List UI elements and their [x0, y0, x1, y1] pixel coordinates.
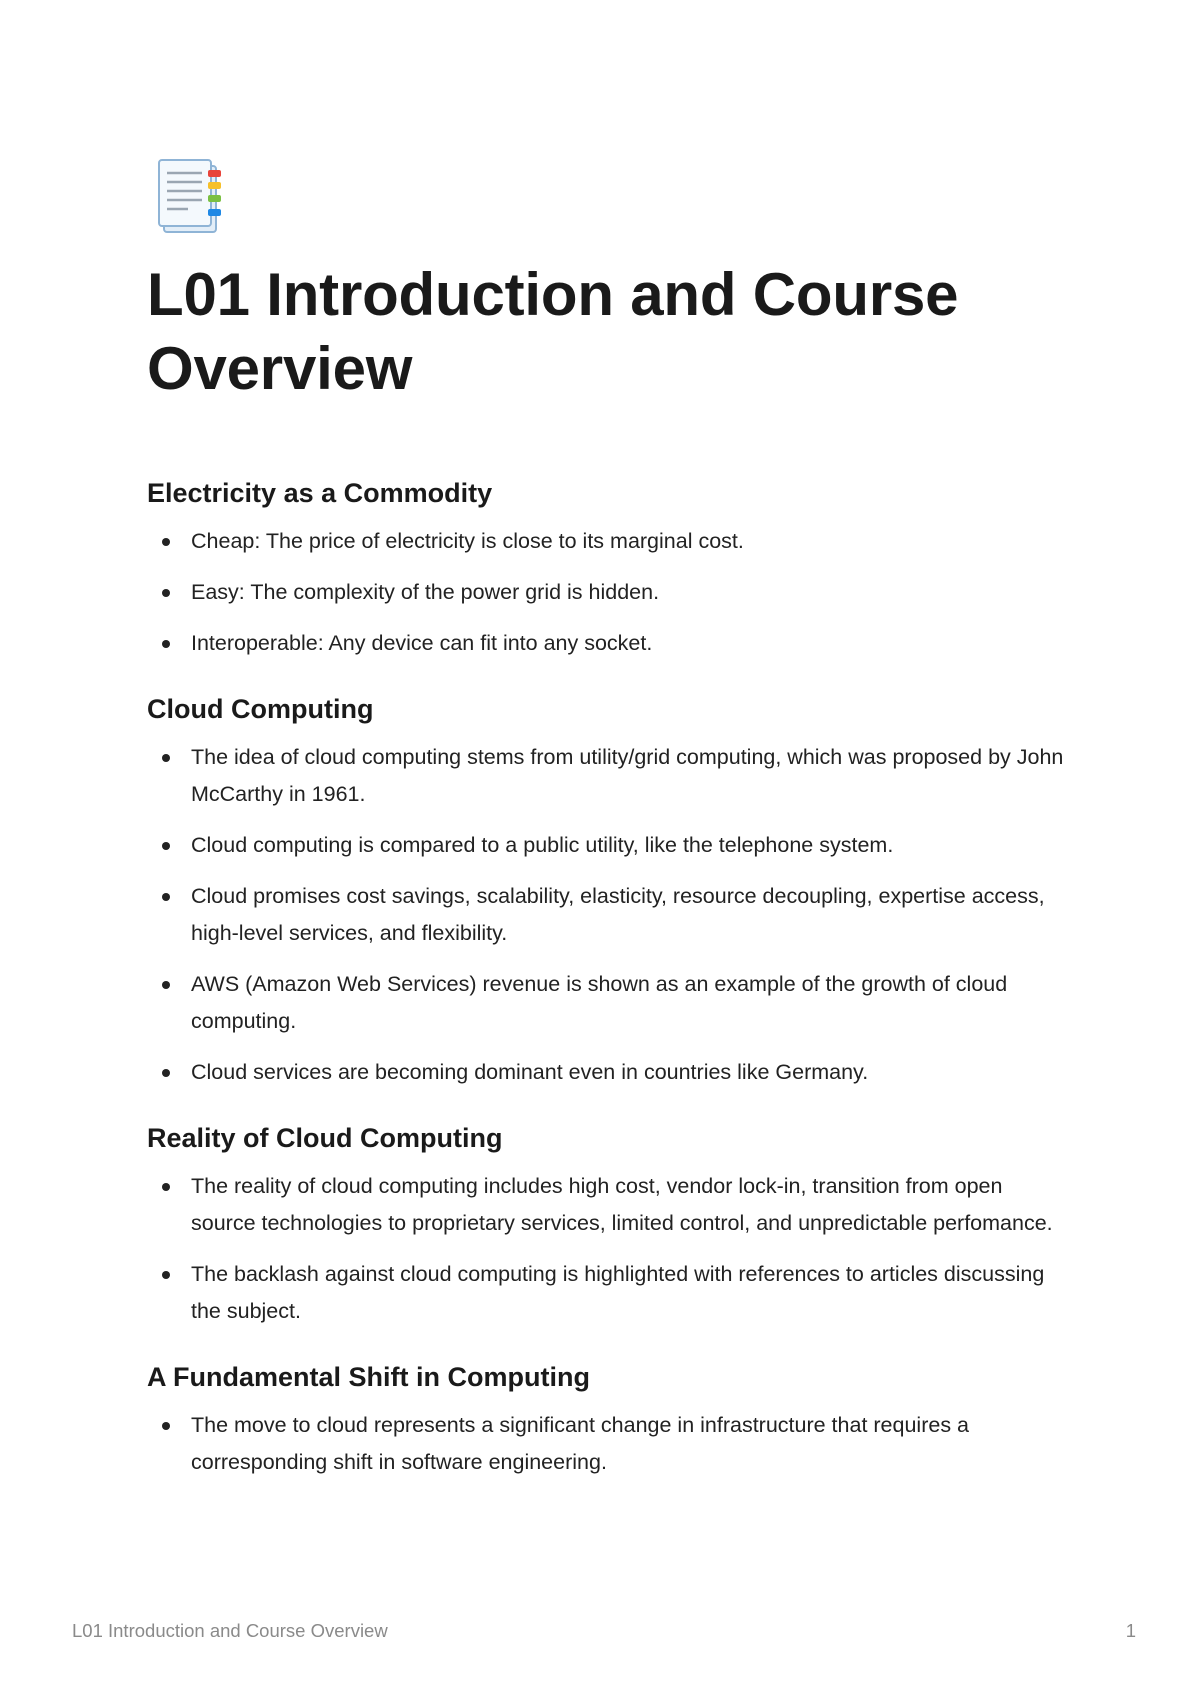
- section-heading: Reality of Cloud Computing: [147, 1123, 503, 1153]
- bullet-list: [147, 1407, 1067, 1481]
- list-item-text: The backlash against cloud computing is highlighted with references to articles discussing the subject.: [191, 1262, 1045, 1323]
- list-item: [147, 827, 1067, 864]
- section-electricity: [147, 476, 1067, 662]
- list-item-text: Easy: The complexity of the power grid is hidden.: [191, 580, 660, 604]
- list-item: [147, 1054, 1067, 1091]
- section-reality-of-cloud: [147, 1121, 1067, 1330]
- bullet-icon: [162, 640, 170, 648]
- list-item: [147, 523, 1067, 560]
- list-item: [147, 1168, 1067, 1242]
- section-heading: A Fundamental Shift in Computing: [147, 1362, 590, 1392]
- list-item-text: Cloud services are becoming dominant even in countries like Germany.: [191, 1060, 869, 1084]
- bullet-icon: [162, 842, 170, 850]
- document-body: [147, 258, 1067, 1481]
- section-cloud-computing: [147, 692, 1067, 1091]
- footer-page-number: 1: [1125, 1620, 1136, 1641]
- list-item: [147, 1256, 1067, 1330]
- section-fundamental-shift: [147, 1360, 1067, 1481]
- bullet-icon: [162, 893, 170, 901]
- list-item-text: AWS (Amazon Web Services) revenue is shown as an example of the growth of cloud computing.: [191, 972, 1008, 1033]
- bullet-icon: [162, 754, 170, 762]
- list-item: [147, 625, 1067, 662]
- bullet-list: [147, 739, 1067, 1091]
- page-title: L01 Introduction and Course Overview: [147, 261, 959, 402]
- bullet-icon: [162, 981, 170, 989]
- list-item-text: The idea of cloud computing stems from utility/grid computing, which was proposed by John McCarthy in 1961.: [191, 745, 1064, 806]
- bullet-icon: [162, 589, 170, 597]
- bullet-icon: [162, 1422, 170, 1430]
- bullet-list: [147, 523, 1067, 662]
- bullet-icon: [162, 1183, 170, 1191]
- list-item-text: Interoperable: Any device can fit into any socket.: [191, 631, 653, 655]
- section-heading: Cloud Computing: [147, 694, 374, 724]
- list-item: [147, 1407, 1067, 1481]
- section-heading: Electricity as a Commodity: [147, 478, 493, 508]
- list-item: [147, 739, 1067, 813]
- list-item-text: Cloud computing is compared to a public utility, like the telephone system.: [191, 833, 894, 857]
- notes-document-icon: [158, 158, 232, 242]
- bullet-icon: [162, 538, 170, 546]
- list-item-text: Cloud promises cost savings, scalability, elasticity, resource decoupling, expertise access, high-level services, and flexibility.: [191, 884, 1045, 945]
- list-item: [147, 966, 1067, 1040]
- footer-document-title: L01 Introduction and Course Overview: [72, 1620, 388, 1641]
- list-item-text: The move to cloud represents a significant change in infrastructure that requires a corresponding shift in software engineering.: [191, 1413, 969, 1474]
- bullet-icon: [162, 1271, 170, 1279]
- list-item-text: Cheap: The price of electricity is close to its marginal cost.: [191, 529, 744, 553]
- list-item: [147, 878, 1067, 952]
- bullet-icon: [162, 1069, 170, 1077]
- list-item-text: The reality of cloud computing includes high cost, vendor lock-in, transition from open source technologies to proprietary services, limited control, and unpredictable perfomance.: [191, 1174, 1053, 1235]
- bullet-list: [147, 1168, 1067, 1330]
- list-item: [147, 574, 1067, 611]
